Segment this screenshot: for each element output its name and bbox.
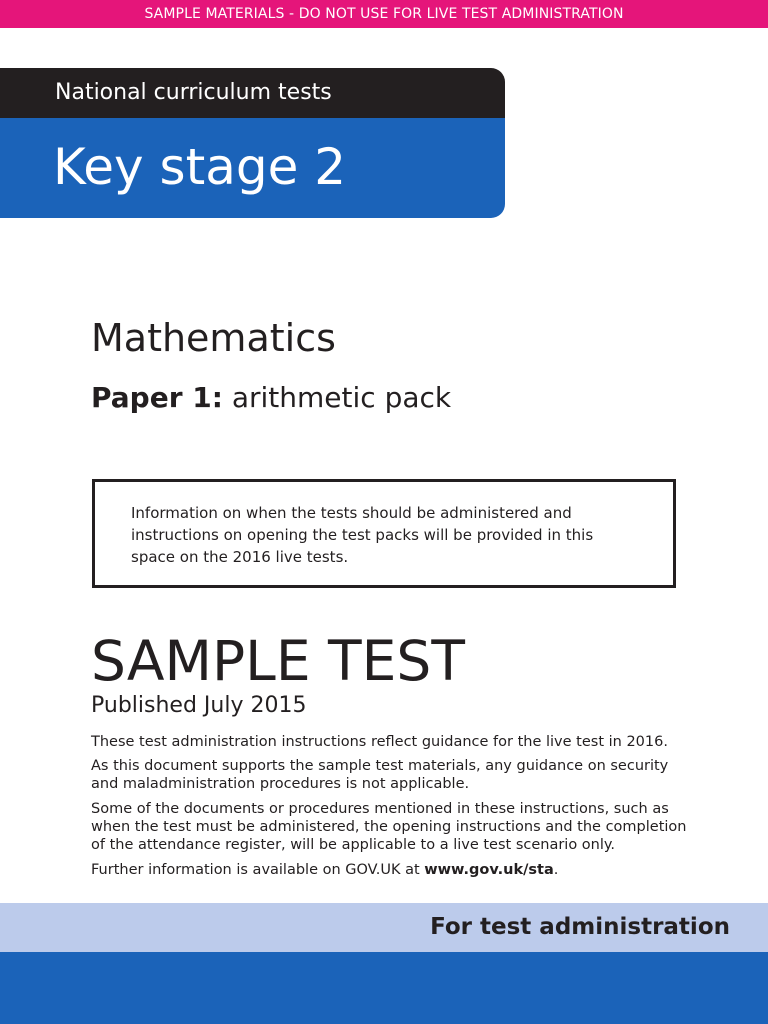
paper-name: arithmetic pack bbox=[222, 381, 452, 414]
sample-warning-banner: SAMPLE MATERIALS - DO NOT USE FOR LIVE TEST ADMINISTRATION bbox=[0, 0, 768, 28]
stage-title: Key stage 2 bbox=[53, 138, 347, 196]
paragraph-security: As this document supports the sample test materials, any guidance on security and maladministration procedures is not applicable. bbox=[91, 758, 669, 792]
sample-test-title: SAMPLE TEST bbox=[91, 629, 465, 693]
paragraph-guidance: These test administration instructions reflect guidance for the live test in 2016. bbox=[91, 734, 668, 750]
footer-label: For test administration bbox=[430, 914, 730, 940]
paper-label: Paper 1: bbox=[91, 381, 223, 414]
series-title: National curriculum tests bbox=[55, 80, 332, 105]
further-info-end: . bbox=[553, 862, 559, 878]
gov-uk-link[interactable]: www.gov.uk/sta bbox=[424, 862, 554, 878]
paragraph-procedures: Some of the documents or procedures mentioned in these instructions, such as when the test must be administered, the opening instructions and the completion of the attendance register, will be applicable to a live test scenario only. bbox=[91, 801, 687, 853]
info-box bbox=[92, 479, 676, 588]
subject-title: Mathematics bbox=[91, 316, 336, 360]
footer-band bbox=[0, 952, 768, 1024]
paragraph-further-info bbox=[91, 861, 691, 879]
paper-title bbox=[91, 378, 451, 418]
further-info-text: Further information is available on GOV.UK at bbox=[91, 862, 425, 878]
published-date: Published July 2015 bbox=[91, 693, 307, 718]
info-box-text: Information on when the tests should be administered and instructions on opening the test packs will be provided in this space on the 2016 live tests. bbox=[131, 504, 594, 566]
